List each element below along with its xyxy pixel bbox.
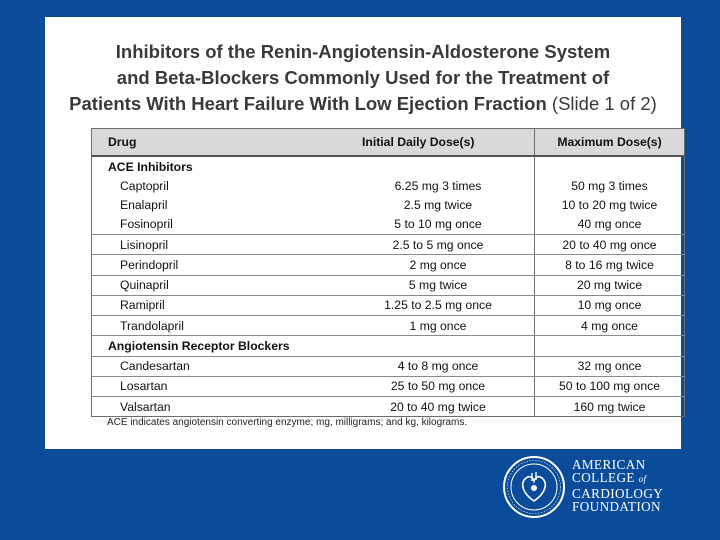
slide-panel — [45, 17, 681, 449]
header-maximum-dose: Maximum Dose(s) — [535, 129, 685, 157]
drug-name: Fosinopril — [92, 215, 343, 235]
dosing-table — [91, 128, 685, 417]
maximum-dose: 40 mg once — [535, 215, 685, 235]
wordmark-line-3: CARDIOLOGY — [572, 485, 664, 501]
table-row — [92, 275, 685, 295]
maximum-dose: 8 to 16 mg twice — [535, 255, 685, 275]
initial-dose: 4 to 8 mg once — [342, 356, 535, 376]
table-row — [92, 176, 685, 195]
initial-dose: 2 mg once — [342, 255, 535, 275]
drug-name: Perindopril — [92, 255, 343, 275]
wordmark-line-1: AMERICAN — [572, 457, 646, 472]
drug-name: Lisinopril — [92, 235, 343, 255]
wordmark-college: COLLEGE — [572, 470, 635, 486]
header-initial-dose: Initial Daily Dose(s) — [342, 129, 535, 157]
group-label: Angiotensin Receptor Blockers — [92, 336, 343, 356]
wordmark-line-2 — [572, 471, 663, 486]
table-row — [92, 196, 685, 215]
table-row — [92, 295, 685, 315]
title-line-3 — [45, 91, 681, 117]
title-line-1: Inhibitors of the Renin-Angiotensin-Aldosterone System — [115, 41, 611, 62]
initial-dose: 6.25 mg 3 times — [342, 176, 535, 195]
acc-seal-icon — [502, 455, 566, 519]
drug-name: Losartan — [92, 376, 343, 396]
slide-title — [45, 39, 681, 117]
maximum-dose: 20 mg twice — [535, 275, 685, 295]
maximum-dose: 10 mg once — [535, 295, 685, 315]
maximum-dose: 4 mg once — [535, 316, 685, 336]
table-row — [92, 255, 685, 275]
acc-wordmark — [572, 458, 663, 514]
maximum-dose: 50 to 100 mg once — [535, 376, 685, 396]
table-row — [92, 356, 685, 376]
drug-name: Trandolapril — [92, 316, 343, 336]
title-line-3-bold: Patients With Heart Failure With Low Ejection Fraction — [69, 93, 547, 114]
initial-dose: 1 mg once — [342, 316, 535, 336]
initial-dose: 25 to 50 mg once — [342, 376, 535, 396]
table-row — [92, 215, 685, 235]
maximum-dose: 10 to 20 mg twice — [535, 196, 685, 215]
maximum-dose: 160 mg twice — [535, 397, 685, 417]
table-row — [92, 376, 685, 396]
drug-name: Candesartan — [92, 356, 343, 376]
group-row-ace-inhibitors — [92, 156, 685, 176]
footnote: ACE indicates angiotensin converting enzyme; mg, milligrams; and kg, kilograms. — [107, 417, 468, 428]
maximum-dose: 32 mg once — [535, 356, 685, 376]
initial-dose: 5 to 10 mg once — [342, 215, 535, 235]
drug-name: Enalapril — [92, 196, 343, 215]
table-row — [92, 397, 685, 417]
title-line-2: and Beta-Blockers Commonly Used for the Treatment of — [116, 67, 610, 88]
table-row — [92, 316, 685, 336]
initial-dose: 1.25 to 2.5 mg once — [342, 295, 535, 315]
drug-name: Ramipril — [92, 295, 343, 315]
initial-dose: 2.5 mg twice — [342, 196, 535, 215]
maximum-dose: 20 to 40 mg once — [535, 235, 685, 255]
initial-dose: 5 mg twice — [342, 275, 535, 295]
group-label: ACE Inhibitors — [92, 156, 343, 176]
wordmark-of: of — [638, 474, 647, 485]
drug-name: Quinapril — [92, 275, 343, 295]
maximum-dose: 50 mg 3 times — [535, 176, 685, 195]
wordmark-line-4: FOUNDATION — [572, 499, 661, 515]
group-row-angiotensin-receptor-blockers — [92, 336, 685, 356]
drug-name: Valsartan — [92, 397, 343, 417]
initial-dose: 2.5 to 5 mg once — [342, 235, 535, 255]
table-header-row — [92, 129, 685, 157]
title-slide-count: (Slide 1 of 2) — [546, 93, 657, 114]
drug-name: Captopril — [92, 176, 343, 195]
header-drug: Drug — [92, 129, 343, 157]
initial-dose: 20 to 40 mg twice — [342, 397, 535, 417]
table-row — [92, 235, 685, 255]
